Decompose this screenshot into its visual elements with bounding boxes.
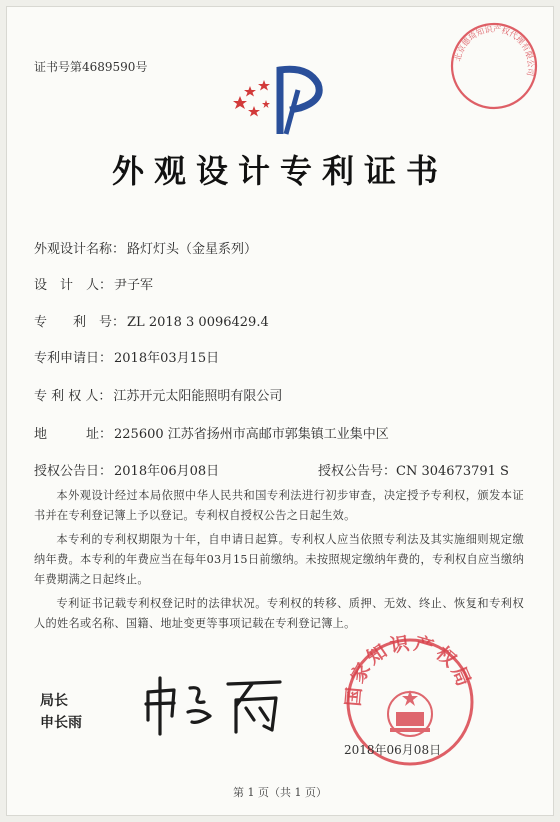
seal-date: 2018年06月08日 <box>344 743 442 757</box>
filing-date-row <box>34 347 219 366</box>
filing-date-value: 2018年03月15日 <box>114 351 220 366</box>
grant-date-label: 授权公告日： <box>34 464 113 479</box>
agency-stamp <box>446 18 542 114</box>
paragraph-grant: 本外观设计经过本局依照中华人民共和国专利法进行初步审查，决定授予专利权，颁发本证书并在专利登记簿上予以登记。专利权自授权公告之日起生效。 <box>34 489 524 522</box>
cnipa-logo-icon <box>228 60 338 140</box>
designer-value: 尹子军 <box>114 278 154 293</box>
owner-label: 专 利 权 人： <box>34 389 112 404</box>
paragraph-term: 本专利的专利权期限为十年，自申请日起算。专利权人应当依照专利法及其实施细则规定缴纳年费。本专利的年费应当在每年03月15日前缴纳。未按照规定缴纳年费的，专利权自应当缴纳年费期满之日起终止。 <box>34 533 524 586</box>
handwritten-signature <box>140 670 290 740</box>
design-name-value: 路灯灯头（金星系列） <box>127 242 258 257</box>
owner-row <box>34 385 282 404</box>
page-number: 第 1 页（共 1 页） <box>233 786 327 799</box>
design-name-row <box>34 238 257 257</box>
certificate-number: 证书号第4689590号 <box>34 60 148 74</box>
address-row <box>34 423 389 442</box>
filing-date-label: 专利申请日： <box>34 351 113 366</box>
address-value: 225600 江苏省扬州市高邮市郭集镇工业集中区 <box>114 427 389 442</box>
signature-title: 局长 <box>40 693 68 709</box>
patent-number-label: 专 利 号： <box>34 315 126 330</box>
grant-number-label: 授权公告号： <box>318 464 397 479</box>
certificate-title: 外观设计专利证书 <box>111 152 448 190</box>
svg-text:北京德琦知识产权代理有限公司 <box>452 24 535 77</box>
address-label: 地 址： <box>34 427 113 442</box>
agency-stamp-text: 北京德琦知识产权代理有限公司 <box>453 24 536 77</box>
grant-number-value: CN 304673791 S <box>396 464 509 479</box>
grant-date-value: 2018年06月08日 <box>114 464 220 479</box>
seal-text: 国家知识产权局 <box>342 632 476 708</box>
signature-name: 申长雨 <box>40 715 82 731</box>
design-name-label: 外观设计名称： <box>34 242 126 257</box>
grant-date-row <box>34 460 219 479</box>
paragraph-legal-status: 专利证书记载专利权登记时的法律状况。专利权的转移、质押、无效、终止、恢复和专利权人的姓名或名称、国籍、地址变更等事项记载在专利登记簿上。 <box>34 597 524 630</box>
grant-number-row <box>318 460 509 479</box>
patent-number-row <box>34 311 269 330</box>
owner-value: 江苏开元太阳能照明有限公司 <box>113 389 283 404</box>
designer-row <box>34 274 153 293</box>
patent-number-value: ZL 2018 3 0096429.4 <box>127 315 269 330</box>
designer-label: 设 计 人： <box>34 278 113 293</box>
